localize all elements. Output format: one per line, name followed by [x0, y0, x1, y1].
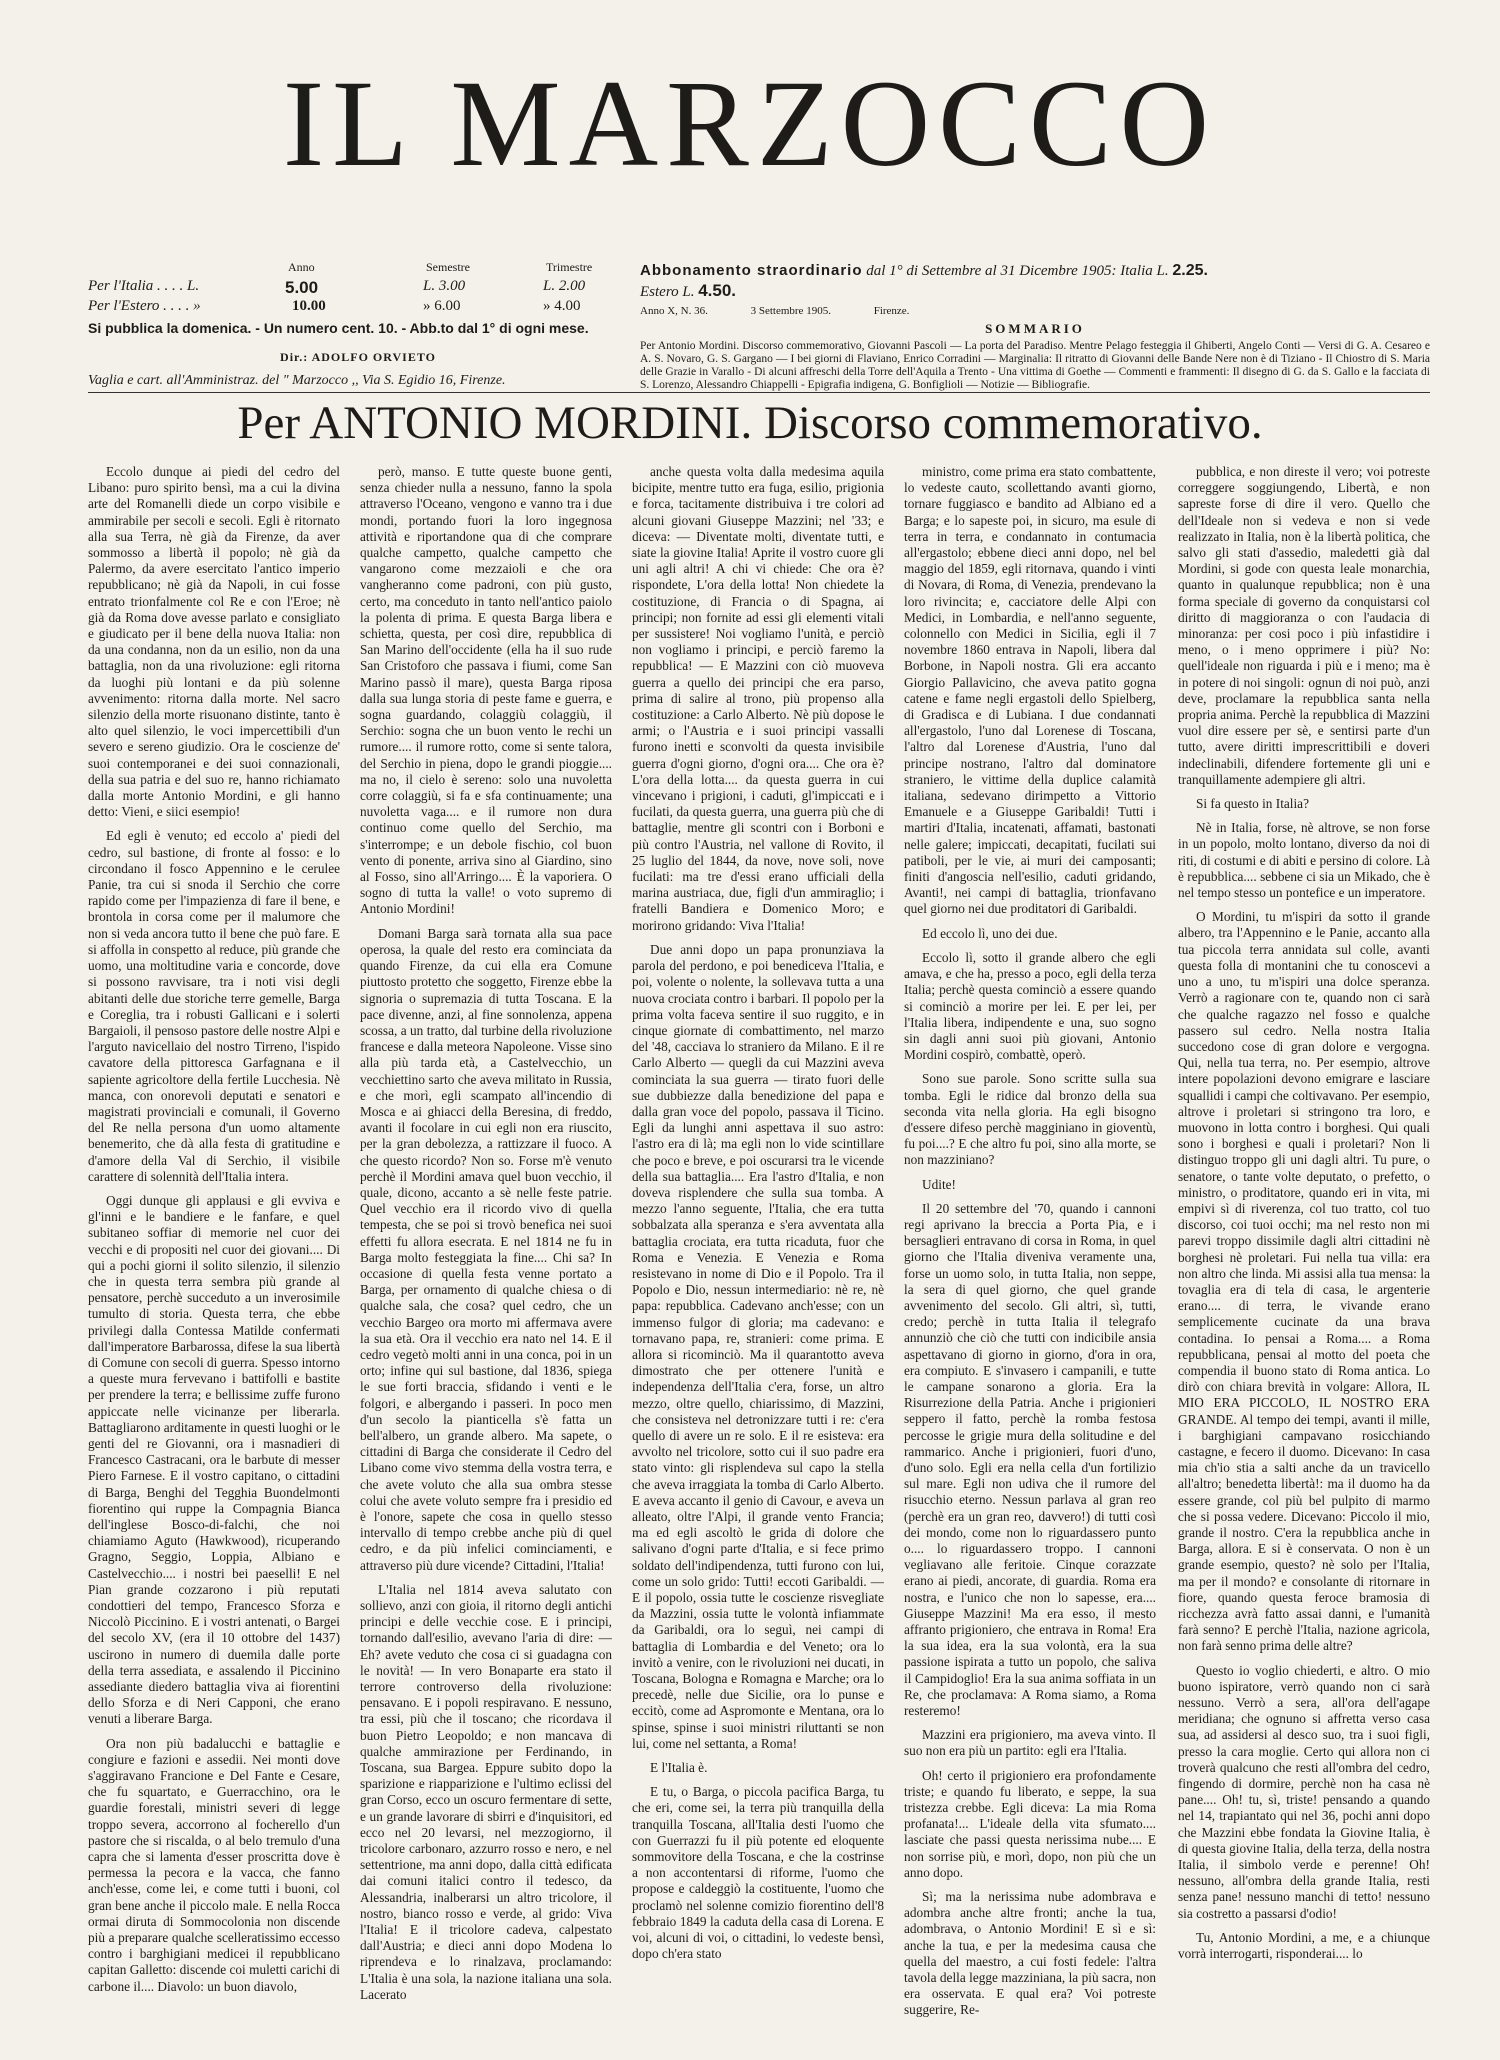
- estero-price: 4.50.: [698, 281, 737, 300]
- article-paragraph: Nè in Italia, forse, nè altrove, se non forse in un popolo, molto lontano, diverso da noi di riti, di costumi e di abiti e persino di colore. Là è repubblica.... sebbene ci sia un Mikado, che è nel tempo stesso un pontefice e un imperatore.: [1178, 820, 1430, 901]
- article-paragraph: Udite!: [922, 1176, 956, 1192]
- article-paragraph: L'Italia nel 1814 aveva salutato con sollievo, anzi con gioia, il ritorno degli antichi principi e delle vecchie cose. E i principi, tornando dall'esilio, avevano l'aria di dire: — Eh? avete veduto che cosa ci si guadagna con le novità! — In vero Bonaparte era stato il terrore controverso della rivoluzione: pensavano. E i popoli respiravano. E nessuno, tra essi, più che il toscano; che ricordava il buon Pietro Leopoldo; e non mancava di qualche ammirazione per Ferdinando, in Toscana, sua Bargea. Eppure subito dopo la sparizione e riapparizione e l'ultimo eclissi del gran Corso, ecco un oscuro fermentare di sette, e un grande lavorare di sbirri e d'inquisitori, ed ecco nel 20 levarsi, nel mezzogiorno, il tricolore carbonaro, azzurro rosso e nero, e nel settentrione, ma anni dopo, dalla città edificata dai comuni italici contro il tedesco, da Alessandria, inalberarsi un altro tricolore, il nostro, bianco rosso e verde, al grido: Viva l'Italia! E il tricolore cadeva, calpestato dall'Austria; e dieci anni dopo Modena lo riprendeva e lo rinalzava, proclamando: L'Italia è una sola, la nazione italiana una sola. Lacerato: [360, 1581, 612, 2002]
- article-paragraph: anche questa volta dalla medesima aquila bicipite, mentre tutto era fuga, esilio, prigionia e forca, tacitamente distribuiva i tre colori ad alcuni giovani Giuseppe Mazzini; nel '33; e diceva: — Diventate molti, diventate tutti, e siate la giovine Italia! Aprite il vostro cuore gli uni agli altri! A chi vi chiede: Che ora è? rispondete, L'ora della lotta! Non chiedete la costituzione, di Francia o di Spagna, ai principi; non fornite ad essi gli elementi vitali per sussistere! Noi vogliamo l'unità, e perciò non vogliamo i principi, e perciò faremo la repubblica! — E Mazzini con ciò muoveva guerra a quello dei principi che era parso, prima di salire al trono, più propenso alla costituzione: a Carlo Alberto. Nè più dopose le armi; o l'Austria e i suoi principi vassalli furono inetti e sconvolti da questa invisibile guerra d'ogni giorno, d'ogni ora.... Che ora è? L'ora della lotta.... da questa guerra in cui vincevano i prigioni, i caduti, gl'impiccati e i fucilati, da questa guerra, una guerra più che di battaglie, mentre gli scontri con i Borboni e più contro l'Austria, nel vallone di Rovito, il 25 luglio del 1844, da nove, nove soli, nove fucilati: ma tre d'essi erano ufficiali della marina austriaca, due, figli d'un ammiraglio; i fratelli Bandiera e Domenico Moro; e morirono gridando: Viva l'Italia!: [632, 464, 884, 933]
- article-columns: [88, 464, 1430, 2049]
- article-paragraph: Due anni dopo un papa pronunziava la parola del perdono, e poi benediceva l'Italia, e poi, volente o nolente, la sollevava tutta a una nuova crociata contro i barbari. Il popolo per la prima volta faceva sentire il suo ruggito, e in cinque giornate di combattimento, nel marzo del '48, cacciava lo straniero da Milano. E il re Carlo Alberto — quegli da cui Mazzini aveva cominciata la sua guerra — tirato fuori delle sue dubbiezze dalla benedizione del papa e dalla gran voce del popolo, passava il Ticino. Egli da lunghi anni aspettava il suo astro: l'astro era di là; ma egli non lo vide scintillare che poco e breve, e poi oscurarsi tra le vicende della sua battaglia.... Era l'astro d'Italia, e non doveva risplendere che sulla sua tomba. A mezzo l'anno seguente, l'Italia, che era tutta sobbalzata alla speranza e s'era avventata alla battaglia crociata, era tutta ricaduta, fuor che Roma e Venezia. E Venezia e Roma resistevano in nome di Dio e il Popolo. Tra il Popolo e Dio, nessun intermediario: nè re, nè papa: repubblica. Cadevano anch'esse; con un immenso fulgor di gloria; ma cadevano: e tornavano papa, re, stranieri: come prima. E allora si ricominciò. Ma il quarantotto aveva dimostrato che per ottenere l'unità e independenza dell'Italia c'era, forse, un altro mezzo, oltre quello, chiarissimo, di Mazzini, che consisteva nel detronizzare tutti i re: c'era quello di avere un re solo. E il re esisteva: era avvolto nel tricolore, sotto cui il suo padre era stato vinto: gli risplendeva sul capo la stella che aveva irraggiata la tomba di Carlo Alberto. E aveva accanto il genio di Cavour, e aveva un alleato, oltre l'Alpi, il grande vento Francia; ma ed egli ascoltò le grida di dolore che salivano d'ogni parte d'Italia, e si fece primo soldato dell'indipendenza, tutti furono con lui, come un solo grido: Tutti! eccoti Garibaldi. — E il popolo, ossia tutte le coscienze risvegliate da Mazzini, ossia tutte le volontà infiammate da Garibaldi, ora lo seguì, nei campi di battaglia di Lombardia e del Veneto; ora lo invitò a venire, con le rivoluzioni nei ducati, in Toscana, Bologna e Romagna e Marche; ora lo precedè, nelle due Sicilie, ora lo punse e eccitò, come ad Aspromonte e Mentana, ora lo spinse, spinse i suoi ministri riluttanti se non lui, come nel settanta, a Roma!: [632, 941, 884, 1751]
- article-paragraph: Ed eccolo lì, uno dei due.: [922, 925, 1058, 941]
- subscription-headers: [88, 260, 628, 278]
- special-title: Abbonamento straordinario: [640, 262, 863, 279]
- special-italia-price: 2.25.: [1172, 262, 1208, 279]
- sommario-text: Per Antonio Mordini. Discorso commemorativo, Giovanni Pascoli — La porta del Paradiso. Mentre Pelago festeggia il Ghiberti, Angelo Conti — Versi di G. A. Cesareo e A. S. Novaro, G. S. Gargano — I bei giorni di Flaviano, Enrico Corradini — Marginalia: Il ritratto di Giovanni delle Bande Nere non è di Tiziano - Il Chiostro di S. Maria delle Grazie in Varallo - Di alcuni affreschi della Torre dell'Aquila a Trento - Una vittima di Goethe — Commenti e frammenti: Il disegno di G. da S. Gallo e la facciata di S. Lorenzo, Alessandro Chiappelli - Epigrafia indigena, G. Bonfiglioli — Notizie — Bibliografie.: [640, 340, 1430, 391]
- header-anno: Anno: [288, 260, 315, 274]
- subscription-row-italia: [88, 278, 628, 298]
- price-trimestre: » 4.00: [543, 298, 581, 314]
- article-paragraph: Tu, Antonio Mordini, a me, e a chiunque vorrà interrogarti, risponderai.... lo: [1178, 1929, 1430, 1962]
- issue-date: 3 Settembre 1905.: [750, 305, 831, 317]
- estero-line: [640, 281, 1430, 301]
- address: Vaglia e cart. all'Amministraz. del " Marzocco ,, Via S. Egidio 16, Firenze.: [88, 373, 506, 388]
- column-4: [904, 464, 1156, 2049]
- column-3: [632, 464, 884, 2049]
- article-paragraph: pubblica, e non direste il vero; voi potreste correggere soggiungendo, Libertà, e non sapreste forse di dire il vero. Quello che dell'Ideale non si vedeva e non si vede realizzato in Italia, non è la libertà politica, che salvo gli stati d'assedio, maledetti già dal Mordini, si gode con questa leale monarchia, quanto in qualunque repubblica; non è una forma speciale di governo da conquistarsi col diritto di maggioranza o con l'audacia di minoranza: per cosi poco i più infastidire i meno, o i meno opprimere i più? No: quell'ideale non riguarda i più e i meno; ma è in potere di noi singoli: ognun di noi può, anzi deve, proclamare la repubblica santa nella propria anima. Perchè la repubblica di Mazzini vuol dire essere per sè, e sentirsi parte d'un tutto, avere diritti imprescrittibili e doveri indeclinabili, difendere fortemente gli uni e tranquillamente adempiere gli altri.: [1178, 464, 1430, 787]
- article-paragraph: Sì; ma la nerissima nube adombrava e adombra anche altre fronti; anche la tua, adombrava, o Antonio Mordini! E sì e sì: anche la tua, e per la medesima causa che quella del maestro, a cui fosti fedele: l'altra tavola della legge mazziniana, la più sacra, non era osservata. E qual era? Voi potreste suggerire, Re-: [904, 1889, 1156, 2018]
- article-paragraph: E tu, o Barga, o piccola pacifica Barga, tu che eri, come sei, la terra più tranquilla della tranquilla Toscana, all'Italia desti l'uomo che con Guerrazzi fu il più potente ed eloquente sommovitore della Toscana, e che la costrinse a non accontentarsi di riforme, l'uomo che propose e caldeggiò la costituente, l'uomo che proclamò nel solenne comizio fiorentino dell'8 febbraio 1849 la caduta della casa di Lorena. E voi, alcuni di voi, o cittadini, lo vedeste bensì, dopo ch'era stato: [632, 1784, 884, 1962]
- sommario-title: SOMMARIO: [985, 321, 1085, 336]
- header-trimestre: Trimestre: [546, 260, 593, 274]
- publication-info: Si pubblica la domenica. - Un numero cent. 10. - Abb.to dal 1° di ogni mese.: [88, 320, 589, 336]
- article-paragraph: Si fa questo in Italia?: [1196, 796, 1309, 812]
- article-paragraph: Il 20 settembre del '70, quando i cannoni regi aprivano la breccia a Porta Pia, e i bersaglieri entravano di corsa in Roma, in quel giorno che l'Italia diveniva veramente una, forse un uomo solo, in tutta Italia, non seppe, la sera di quel giorno, che quel grande avvenimento del secolo. Gli altri, sì, tutti, credo; perchè in tutta Italia il telegrafo annunziò che ciò che tutti con indicibile ansia aspettavano di giorno in giorno, d'ora in ora, era compiuto. E s'invasero i campanili, e tutte le campane sonarono a gloria. Era la Risurrezione della Patria. Anche i prigionieri seppero il fatto, perchè la romba festosa percosse le grigie mura della solitudine e del rammarico. Anche i prigionieri, fuori d'uno, d'uno solo. Egli era nella cella d'un fortilizio sul mare. Egli non udiva che il rumore del risucchio eterno. Nessun parlava al gran reo (perchè era un gran reo, davvero!) di tutti così dei mondo, come non lo riguardassero punto o.... lo riguardassero troppo. I cannoni vegliavano alle feritoie. Cinque corazzate erano ai piedi, ancorate, di guardia. Roma era nostra, e l'unico che non lo sapesse, era.... Giuseppe Mazzini! Ma era esso, il mesto affranto prigioniero, che entrava in Roma! Era la sua idea, era la sua volontà, era la sua passione ispirata a tutto un popolo, che saliva il Campidoglio! Era la sua anima soffiata in un Re, che proclamava: A Roma siamo, a Roma resteremo!: [904, 1200, 1156, 1719]
- article-paragraph: Ora non più badalucchi e battaglie e congiure e fazioni e assedii. Nei monti dove s'aggiravano Francione e Del Fante e Cesare, che fu squartato, e Guerracchino, ora le guardie forestali, ministri severi di legge troppo severa, accorrono al focherello d'un pastore che si riscalda, o al belo tremulo d'una capra che si lamenta d'esser proscritta dove è permessa la pecora e la vacca, che fanno anch'esse, come lei, e come tutti i buoni, col gran bene anche il piccolo male. E nella Rocca ormai diruta di Sommocolonia non discende più a preparare qualche scelleratissimo eccesso contro i barghigiani medicei il repubblicano capitan Galletto: discende coi muletti carichi di carbone il.... Diavolo: un buon diavolo,: [88, 1735, 340, 1994]
- article-paragraph: Ed egli è venuto; ed eccolo a' piedi del cedro, sul bastione, di fronte al fosso: e lo circondano il fosco Appennino e le cerulee Panie, tra cui si snoda il Serchio che corre rapido come per l'impazienza di fare il bene, e brontola in corsa come per il malumore che non si veda ancora tutto il bene che può fare. E si affolla in conspetto al reduce, più grande che uomo, una moltitudine varia e concorde, dove si possono ravvisare, tra i noti visi degli abitanti delle due storiche terre gemelle, Barga e Coreglia, tra i robusti Gallicani e i solerti Bargaioli, il pensoso pastore delle nostre Alpi e l'arguto navicellaio del nostro Tirreno, l'ispido cavatore della pittoresca Garfagnana e il sapiente agricoltore della fertile Lucchesia. Nè manca, con onorevoli deputati e senatori e magistrati provinciali e comunali, il Governo del Re nella persona d'un uomo altamente benemerito, che dà alla festa di gratitudine e d'amore della Val di Serchio, il visibile carattere di solennità dell'Italia intera.: [88, 828, 340, 1184]
- article-paragraph: Domani Barga sarà tornata alla sua pace operosa, la quale del resto era cominciata da quando Firenze, da cui ella era Comune piuttosto protetto che soggetto, Firenze ebbe la signoria o supremazia di tutta Toscana. E la pace divenne, anzi, al fine sonnolenza, appena scossa, a un tratto, dal turbine della rivoluzione francese e dalla meteora Napoleone. Visse sino alla più tarda età, a Castelvecchio, un vecchiettino sarto che aveva militato in Russia, e che morì, egli scampato all'incendio di Mosca e ai ghiacci della Beresina, di freddo, avanti il focolare in cui egli non era riuscito, per la gran debolezza, a rattizzare il fuoco. A che questo ricordo? Non so. Forse m'è venuto perchè il Mordini amava quel buon vecchio, il quale, dicono, accanto a sè nelle feste patrie. Quel vecchio era il ricordo vivo di quella tempesta, che se poi si trovò benefica nei suoi effetti fu allora esecrata. E nel 1814 ne fu in Barga molto festeggiata la fine.... Chi sa? In occasione di quella festa venne portato a Barga, per ornamento di qualche chiesa o di qualche sala, che cosa? quel cedro, che un vecchio Bargeo ora morto mi affermava avere la sua età. Ora il vecchio era nato nel 14. E il cedro vegetò molti anni in una conca, poi in un orto; infine qui sul bastione, dal 1836, spiega le sue forti braccia, sfidando i venti e le folgori, e albergando i passeri. In poco men d'un secolo la pianticella s'è fatta un bell'albero, un grande albero. Ma sapete, o cittadini di Barga che considerate il Cedro del Libano come vivo stemma della vostra terra, e che avete voluto che alla sua ombra stesse colui che avete voluto sempre fra i presidio ed è l'onore, sapete che cosa in quello stesso intervallo di tempo crebbe anche più di quel cedro, e da più infelici cominciamenti, e attraverso più dure vicende? Cittadini, l'Italia!: [360, 925, 612, 1573]
- header-semestre: Semestre: [426, 260, 470, 274]
- subscription-row-estero: [88, 298, 628, 318]
- article-paragraph: Oh! certo il prigioniero era profondamente triste; e quando fu liberato, e seppe, la sua tristezza crebbe. Egli diceva: La mia Roma profanata!... L'ideale della vita sfumato.... lasciate che passi questa nerissima nube.... E non sorrise più, e morì, dopo, non più che un anno dopo.: [904, 1767, 1156, 1880]
- special-line: [640, 262, 1430, 280]
- article-paragraph: Mazzini era prigioniero, ma aveva vinto. Il suo non era più un partito: egli era l'Italia.: [904, 1727, 1156, 1759]
- special-dates: dal 1° di Settembre al 31 Dicembre 1905: Italia L.: [866, 263, 1169, 279]
- masthead: IL MARZOCCO: [282, 55, 1218, 192]
- row-label: Per l'Estero . . . . »: [88, 298, 201, 314]
- estero-label: Estero L.: [640, 284, 695, 300]
- issue-info: [640, 305, 1430, 317]
- divider: [88, 392, 1430, 393]
- article-paragraph: Sono sue parole. Sono scritte sulla sua tomba. Egli le ridice dal bronzo della sua seconda vita nella gloria. Ha egli bisogno d'essere difeso perchè magginiano in gioventù, fu poi....? E che altro fu poi, sino alla morte, se non mazziniano?: [904, 1071, 1156, 1168]
- headline: Per ANTONIO MORDINI. Discorso commemorativo.: [237, 397, 1263, 449]
- director: Dir.: ADOLFO ORVIETO: [280, 350, 436, 364]
- article-paragraph: Eccolo lì, sotto il grande albero che egli amava, e che ha, presso a poco, egli della terza Italia; perchè questa cominciò a essere quando si cominciò a morire per lei. E per lei, per l'Italia libera, indipendente e una, suo sogno sin dagli anni suoi più giovani, Antonio Mordini cospirò, combattè, operò.: [904, 949, 1156, 1063]
- article-paragraph: ministro, come prima era stato combattente, lo vedeste cauto, scollettando avanti giorno, tornare fuggiasco e bandito ad Albiano ed a Barga; e lo sapeste poi, in sicuro, ma esule di terra in terra, e condannato in contumacia all'ergastolo; ebbene dieci anni dopo, nel bel maggio del 1859, egli ritornava, quando i vinti di Novara, di Roma, di Venezia, prendevano la loro rivincita; e, cacciatore delle Alpi con Medici, in Lombardia, e nell'anno seguente, colonnello con Medici in Sicilia, egli il 7 novembre 1860 entrava in Napoli, libera dal Borbone, in Napoli nostra. Gli era accanto Giorgio Pallavicino, che aveva patito gogna catene e fame negli ergastoli dello Spielberg, di Gradisca e di Lubiana. I due condannati all'ergastolo, l'uno dal Lorenese di Toscana, l'altro dal Lorenese d'Austria, l'uno dal principe nostrano, l'altro dal dominatore straniero, le vittime della duplice calamità italiana, sedevano dirimpetto a Vittorio Emanuele e a Giuseppe Garibaldi! Tutti i martiri d'Italia, incatenati, affamati, bastonati nelle galere; impiccati, decapitati, fucilati sui patiboli, per le vie, ai muri dei camposanti; finiti d'angoscia nell'esilio, caduti gridando, Avanti!, nei campi di battaglia, trionfavano quel giorno nei due proditatori di Garibaldi.: [904, 464, 1156, 917]
- column-2: [360, 464, 612, 2049]
- price-semestre: » 6.00: [423, 298, 461, 314]
- article-paragraph: Oggi dunque gli applausi e gli evviva e gl'inni e le bandiere e le fanfare, e quel subitaneo soffiar di memorie nel cuor dei vecchi e di propositi nel cuor dei giovani.... Di qui a pochi giorni il solito silenzio, il silenzio che in questa terra sembra più grande al pensatore, perchè succeduto a un inverosimile tumulto di storia. Questa terra, che ebbe privilegi dalla Contessa Matilde confermati dall'imperatore Barbarossa, difese la sua libertà di Comune con secoli di guerra. Spesso intorno a queste mura fervevano i battifolli e bastite per prendere la terra; e bellissime zuffe furono appiccate nelle vicinanze per liberarla. Battagliarono arditamente in questi luoghi or le genti del re Giovanni, ora i masnadieri di Francesco Castracani, ora le barbute di messer Piero Farnese. E il vostro capitano, o cittadini di Barga, Benghi del Tegghia Buondelmonti fiorentino qui ruppe la Compagnia Bianca dell'inglese Bosco-di-falchi, che noi chiamiamo Aguto (Hawkwood), ricuperando Gragno, Seggio, Loppia, Albiano e Castelvecchio.... i nostri bei paeselli! E nel Pian grande cozzarono i più reputati condottieri del tempo, Francesco Sforza e Niccolò Piccinino. E i vostri antenati, o Bargei del secolo XV, (era il 10 ottobre del 1437) uscirono in numero di duemila dalle porte della terra assediata, e assalendo il Piccinino assediante diedero battaglia viva ai fiorentini dello Sforza e di Neri Capponi, che erano venuti a liberare Barga.: [88, 1192, 340, 1727]
- article-paragraph: E l'Italia è.: [650, 1760, 708, 1776]
- price-trimestre: L. 2.00: [543, 278, 586, 294]
- issue-number: Anno X, N. 36.: [640, 305, 708, 317]
- price-semestre: L. 3.00: [423, 278, 466, 294]
- column-1: [88, 464, 340, 2049]
- article-paragraph: però, manso. E tutte queste buone genti, senza chieder nulla a nessuno, fanno la spola attraverso l'Oceano, vengono e vanno tra i due mondi, portando fuori la loro ingegnosa attività e riportandone qua di che comprare qualche campetto, qualche campetto che vangarono come mezzaioli e che ora vangheranno come padroni, con più gusto, certo, ma conceduto in tanto nell'antico paiolo la polenta di prima. E questa Barga libera e schietta, questa, per così dire, repubblica di San Marino dell'occidente (ella ha il suo rude San Cristoforo che passava i fiumi, come San Marino passò il mare), questa Barga riposa dalla sua lunga storia di peste fame e guerra, e sogna guardando, colaggiù colaggiù, il Serchio: sogna che un buon vento le rechi un rumore.... il rumore rotto, come si sente talora, del Serchio in piena, dopo le grandi pioggie.... ma no, il cielo è sereno: solo una nuvoletta corre colaggiù, si fa e sfa continuamente; una nuvoletta vaga.... e il rumore non dura continuo come quello del Serchio, ma s'interrompe; e un debole fischio, col buon vento di ponente, arriva sino al Giardino, sino al Fosso, sino all'Arringo.... È la vaporiera. O sogno di tutta la valle! o voto supremo di Antonio Mordini!: [360, 464, 612, 917]
- article-paragraph: Eccolo dunque ai piedi del cedro del Libano: puro spirito bensì, ma a cui la divina arte del Romanelli diede un corpo visibile e ammirabile per secoli e secoli. Egli è ritornato alla sua Terra, nè già da Firenze, da aver sommosso a libertà il popolo; nè già da Palermo, da avere esercitato l'antico imperio repubblicano; nè già da Napoli, in cui fosse entrato trionfalmente col Re e con l'Eroe; nè già da Roma dove avesse parlato e consigliato e giudicato per il bene della nuova Italia: non da una condanna, non da un esilio, non da una battaglia, non da una rivoluzione: egli ritorna da luoghi più lontani e da più solenne avvenimento: ritorna dalla morte. Nel sacro silenzio della morte risuonano distinte, tanto è alto quel silenzio, le voci impercettibili d'un severo e sereno giudizio. Ora le coscienze de' suoi contemporanei e dei suoi connazionali, della sua patria e del suo re, hanno richiamato dalla morte Antonio Mordini, e gli hanno detto: Vieni, e siici esempio!: [88, 464, 340, 820]
- special-subscription-block: [640, 262, 1430, 392]
- subscription-block: [88, 260, 628, 389]
- price-anno: 10.00: [292, 298, 326, 314]
- issue-city: Firenze.: [873, 305, 910, 317]
- article-paragraph: Questo io voglio chiederti, e altro. O mio buono ispiratore, verrò quando non ci sarà nessuno. Verrò a sera, all'ora dell'agape meridiana; che ognuno si affretta verso casa sua, ad assidersi al desco suo, tra i suoi figli, presso la cara moglie. Certo qui allora non ci troverà qualcuno che resti all'ombra del cedro, fingendo di dormire, perchè non ha casa nè pane.... Oh! tu, sì, triste! pensando a quando nel 14, trapiantato qui nel 36, pochi anni dopo che Mazzini ebbe fondata la Giovine Italia, è di questa giovine Italia, della terza, della nostra Italia, il simbolo verde e perenne! Oh! nessuno, all'ombra della grande Italia, resti senza pane! nessuno manchi di tetto! nessuno sia costretto a passarsi d'odio!: [1178, 1662, 1430, 1921]
- article-paragraph: O Mordini, tu m'ispiri da sotto il grande albero, tra l'Appennino e le Panie, accanto alla tua piccola terra annidata sul colle, avanti questa folla di montanini che tu conoscevi a uno a uno, tu m'ispiri una dolce speranza. Verrò a ragionare con te, quando non ci sarà che qualche ragazzo nel fosso e qualche passero sul cedro. Nella nostra Italia succedono cose di gran dolore e vergogna. Qui, nella tua terra, no. Per esempio, altrove intere popolazioni devono emigrare e lasciare squallidi i campi che coltivavano. Per esempio, altrove i proletari si stringono tra loro, e muovono in lotta contro i borghesi. Qui quali sono i borghesi e quali i proletari? Non li distinguo troppo gli uni dagli altri. Tu pure, o senatore, o tante volte deputato, o prefetto, o ministro, o proditatore, quando eri in vita, mi empivi sì di riverenza, col tuo tratto, col tuo discorso, coi tuoi occhi; ma nel resto non mi parevi troppo dissimile dagli altri cittadini nè borghesi nè proletari. Fui nella tua villa: era non altro che linda. Mi assisi alla tua mensa: la tovaglia era di tela di casa, le argenterie erano.... di terra, le vivande erano semplicemente cucinate da una brava contadina. Io pensai a Roma.... a Roma repubblicana, pensai al motto del poeta che compendia il buono stato di Roma antica. Lo dirò con chiara brevità in volgare: Allora, IL MIO ERA PICCOLO, IL NOSTRO ERA GRANDE. Al tempo dei tempi, avanti il mille, i barghigiani campavano rosicchiando castagne, e fecero il duomo. Dicevano: In casa mia ch'io stia a salti anche da un travicello all'altro; benedetta libertà!: ma il duomo ha da essere grande, col più bel pulpito di marmo che si possa vedere. Dicevano: Piccolo il mio, grande il nostro. C'era la repubblica anche in Barga, allora. E si è conservata. O non è un grande esempio, questo? nè solo per l'Italia, ma per il mondo? e consolante di ritornare in fiore, quando questa feroce bramosia di ricchezza avrà fatto assai danni, e l'umanità farà senno? E perchè l'Italia, nazione agricola, non farà senno prima delle altre?: [1178, 909, 1430, 1654]
- row-label: Per l'Italia . . . . L.: [88, 278, 200, 294]
- price-anno: 5.00: [285, 278, 319, 297]
- column-5: [1178, 464, 1430, 2049]
